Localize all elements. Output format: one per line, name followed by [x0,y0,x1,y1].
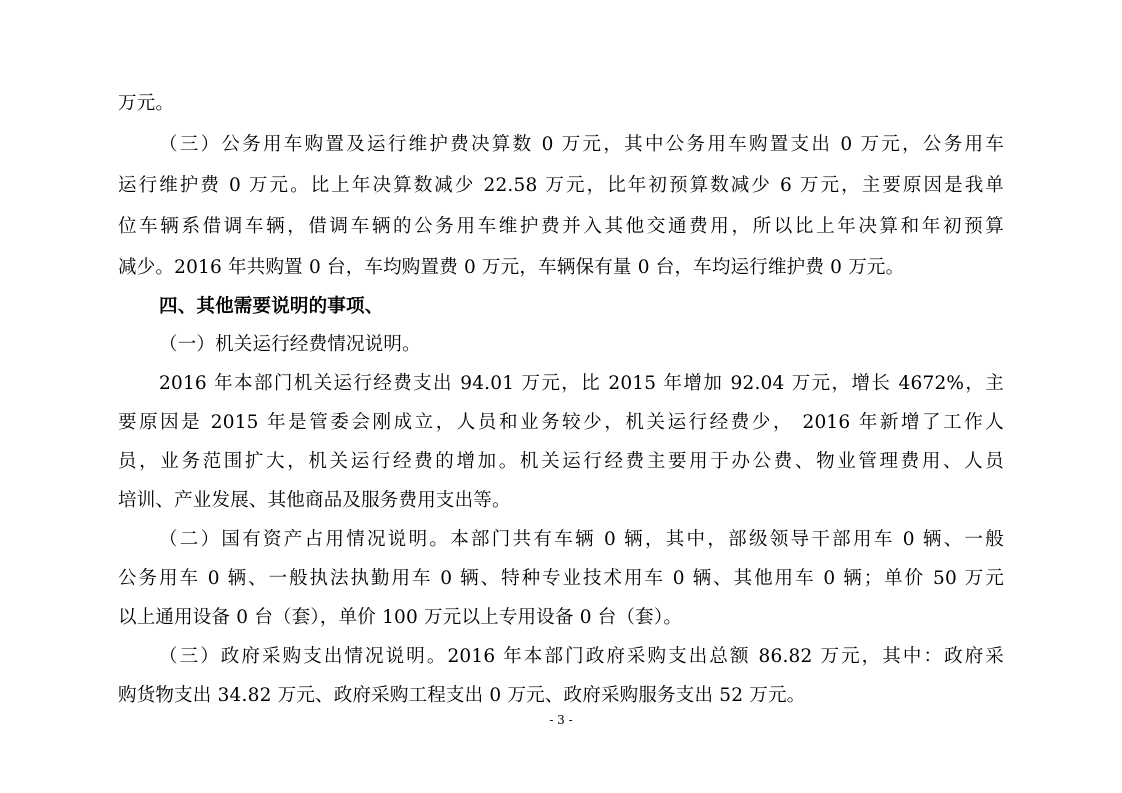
text-line-14: 以上通用设备 0 台（套），单价 100 万元以上专用设备 0 台（套）。 [118,607,683,628]
page-number: - 3 - [549,713,573,727]
text-line-5: 减少。2016 年共购置 0 台，车均购置费 0 万元，车辆保有量 0 台，车均运行维护费 0 万元。 [118,257,905,278]
text-line-1: 万元。 [118,93,175,114]
subsection-heading-1: （一）机关运行经费情况说明。 [159,334,421,355]
text-line-15: （三）政府采购支出情况说明。2016 年本部门政府采购支出总额 86.82 万元，其中：政府采 [159,646,1004,667]
text-line-10: 员，业务范围扩大，机关运行经费的增加。机关运行经费主要用于办公费、物业管理费用、人员 [118,451,1004,472]
text-line-8: 2016 年本部门机关运行经费支出 94.01 万元，比 2015 年增加 92.04 万元，增长 4672%，主 [159,373,1004,394]
text-line-9: 要原因是 2015 年是管委会刚成立，人员和业务较少，机关运行经费少， 2016 年新增了工作人 [118,412,1004,433]
text-line-16: 购货物支出 34.82 万元、政府采购工程支出 0 万元、政府采购服务支出 52 万元。 [118,685,806,706]
text-line-4: 位车辆系借调车辆，借调车辆的公务用车维护费并入其他交通费用，所以比上年决算和年初预算 [118,216,1004,237]
text-line-3: 运行维护费 0 万元。比上年决算数减少 22.58 万元，比年初预算数减少 6 万元，主要原因是我单 [118,175,1004,196]
text-line-13: 公务用车 0 辆、一般执法执勤用车 0 辆、特种专业技术用车 0 辆、其他用车 0 辆；单价 50 万元 [118,568,1004,589]
section-heading: 四、其他需要说明的事项、 [159,296,384,317]
text-line-2: （三）公务用车购置及运行维护费决算数 0 万元，其中公务用车购置支出 0 万元，公务用车 [159,134,1004,155]
text-line-11: 培训、产业发展、其他商品及服务费用支出等。 [118,490,511,511]
text-line-12: （二）国有资产占用情况说明。本部门共有车辆 0 辆，其中，部级领导干部用车 0 辆、一般 [159,529,1004,550]
